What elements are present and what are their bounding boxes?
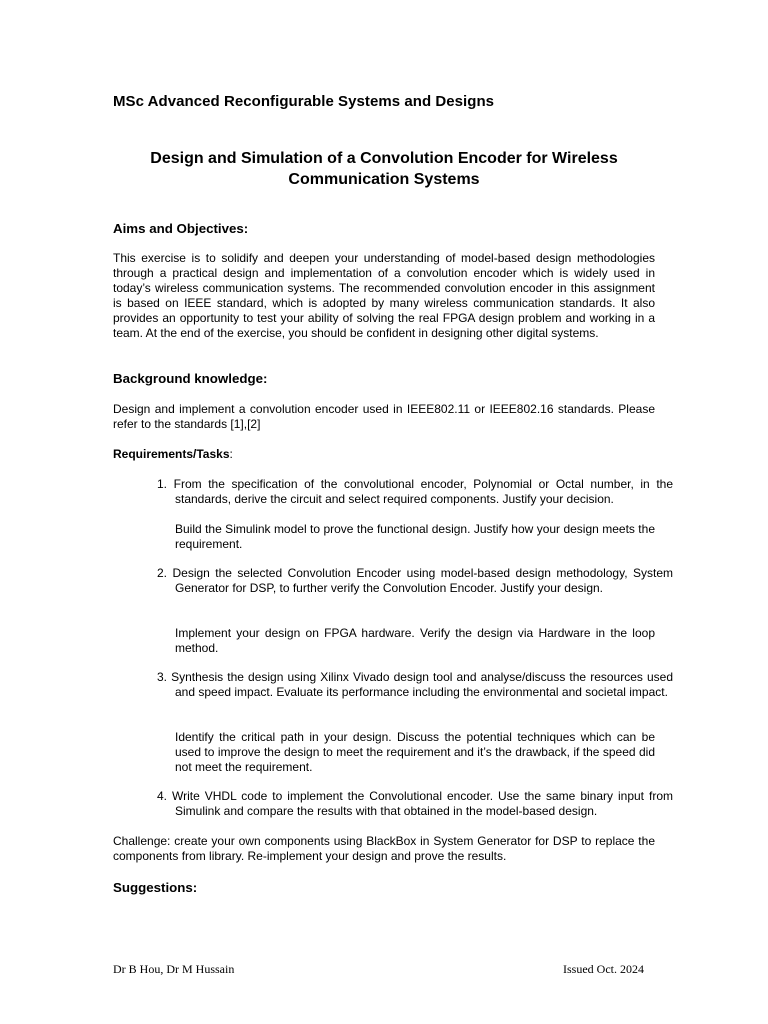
task-item-2 bbox=[157, 566, 673, 596]
course-title: MSc Advanced Reconfigurable Systems and Designs bbox=[113, 93, 495, 110]
task-subitem-2: Implement your design on FPGA hardware. Verify the design via Hardware in the loop method. bbox=[175, 626, 655, 655]
requirements-heading-colon: : bbox=[229, 447, 233, 461]
challenge-paragraph: Challenge: create your own components using BlackBox in System Generator for DSP to replace the components from library. Re-implement your design and prove the results. bbox=[113, 834, 655, 863]
task-number: 1. bbox=[157, 477, 168, 491]
task-text: From the specification of the convolutional encoder, Polynomial or Octal number, in the standards, derive the circuit and select required components. Justify your decision. bbox=[173, 477, 674, 506]
background-paragraph: Design and implement a convolution encoder used in IEEE802.11 or IEEE802.16 standards. Please refer to the standards [1],[2] bbox=[113, 402, 655, 431]
requirements-heading bbox=[113, 447, 233, 461]
task-text: Write VHDL code to implement the Convolutional encoder. Use the same binary input from Simulink and compare the results with that obtained in the model-based design. bbox=[172, 789, 673, 818]
task-subitem-1: Build the Simulink model to prove the functional design. Justify how your design meets the requirement. bbox=[175, 522, 655, 551]
task-item-3 bbox=[157, 670, 673, 700]
background-heading: Background knowledge: bbox=[113, 371, 268, 386]
task-text: Synthesis the design using Xilinx Vivado design tool and analyse/discuss the resources used and speed impact. Evaluate its performance including the environmental and societal impact. bbox=[171, 670, 673, 699]
task-number: 4. bbox=[157, 789, 168, 803]
footer-issued: Issued Oct. 2024 bbox=[563, 962, 644, 976]
aims-paragraph: This exercise is to solidify and deepen your understanding of model-based design methodologies through a practical design and implementation of a convolution encoder which is widely used in today’s wireless communication systems. The recommended convolution encoder in this assignment is based on IEEE standard, which is adopted by many wireless communication standards. It also provides an opportunity to test your ability of solving the real FPGA design problem and working in a team. At the end of the exercise, you should be confident in designing other digital systems. bbox=[113, 251, 655, 340]
document-title: Design and Simulation of a Convolution Encoder for Wireless Communication Systems bbox=[150, 150, 618, 188]
task-number: 3. bbox=[157, 670, 168, 684]
suggestions-heading: Suggestions: bbox=[113, 880, 198, 895]
requirements-heading-label: Requirements/Tasks bbox=[113, 447, 230, 461]
task-text: Design the selected Convolution Encoder using model-based design methodology, System Generator for DSP, to further verify the Convolution Encoder. Justify your design. bbox=[172, 566, 673, 595]
task-item-4 bbox=[157, 789, 673, 819]
task-subitem-3: Identify the critical path in your design. Discuss the potential techniques which can be used to improve the design to meet the requirement and it’s the drawback, if the speed did not meet the requirement. bbox=[175, 730, 655, 774]
task-item-1 bbox=[157, 477, 673, 507]
footer-authors: Dr B Hou, Dr M Hussain bbox=[113, 962, 235, 976]
aims-heading: Aims and Objectives: bbox=[113, 221, 249, 236]
task-number: 2. bbox=[157, 566, 168, 580]
